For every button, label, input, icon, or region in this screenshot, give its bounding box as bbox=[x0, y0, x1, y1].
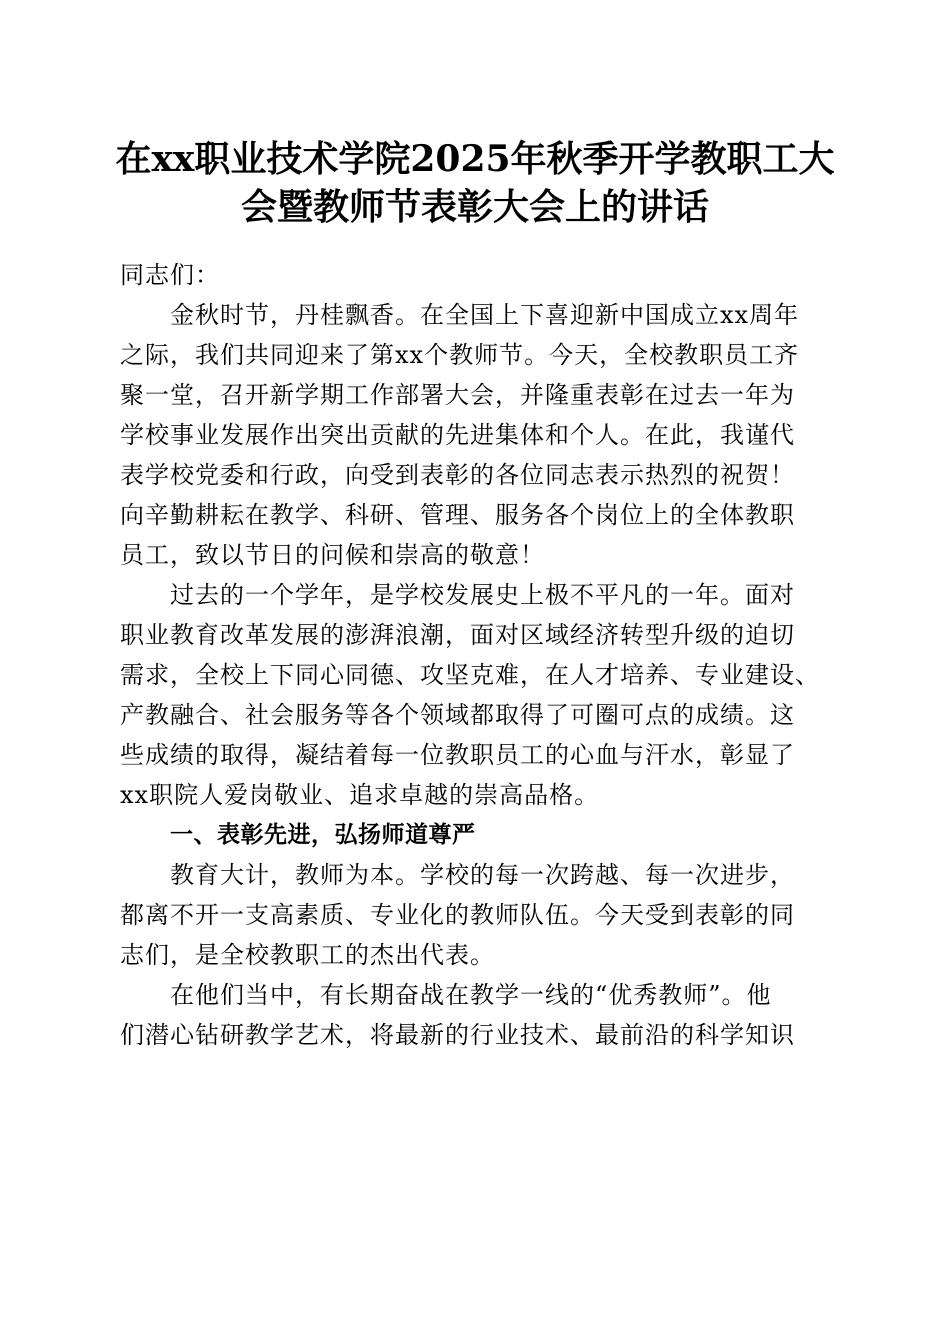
paragraph-line: 教育大计，教师为本。学校的每一次跨越、每一次进步， bbox=[170, 861, 795, 889]
paragraph-line: 志们，是全校教职工的杰出代表。 bbox=[120, 941, 495, 969]
paragraph-line: xx职院人爱岗敬业、追求卓越的崇高品格。 bbox=[120, 781, 600, 809]
paragraph-line: 学校事业发展作出突出贡献的先进集体和个人。在此，我谨代 bbox=[120, 421, 795, 449]
paragraph-line: 金秋时节，丹桂飘香。在全国上下喜迎新中国成立xx周年 bbox=[170, 301, 800, 329]
title-line-2: 会暨教师节表彰大会上的讲话 bbox=[240, 186, 709, 228]
paragraph-line: 们潜心钻研教学艺术，将最新的行业技术、最前沿的科学知识 bbox=[120, 1021, 795, 1049]
paragraph-line: 职业教育改革发展的澎湃浪潮，面对区域经济转型升级的迫切 bbox=[120, 621, 795, 649]
paragraph-line: 些成绩的取得，凝结着每一位教职员工的心血与汗水，彰显了 bbox=[120, 741, 795, 769]
paragraph-line: 产教融合、社会服务等各个领域都取得了可圈可点的成绩。这 bbox=[120, 701, 795, 729]
paragraph-line: 聚一堂，召开新学期工作部署大会，并隆重表彰在过去一年为 bbox=[120, 381, 795, 409]
paragraph-line: 需求，全校上下同心同德、攻坚克难，在人才培养、专业建设、 bbox=[120, 661, 820, 689]
paragraph-2 bbox=[120, 575, 832, 815]
paragraph-line: 表学校党委和行政，向受到表彰的各位同志表示热烈的祝贺！ bbox=[120, 461, 795, 489]
title-line-1: 在xx职业技术学院2025年秋季开学教职工大 bbox=[115, 138, 835, 180]
paragraph-line: 都离不开一支高素质、专业化的教师队伍。今天受到表彰的同 bbox=[120, 901, 795, 929]
section-heading-1: 一、表彰先进，弘扬师道尊严 bbox=[170, 822, 476, 848]
paragraph-line: 之际，我们共同迎来了第xx个教师节。今天，全校教职员工齐 bbox=[120, 341, 800, 369]
paragraph-line: 向辛勤耕耘在教学、科研、管理、服务各个岗位上的全体教职 bbox=[120, 501, 795, 529]
paragraph-line: 过去的一个学年，是学校发展史上极不平凡的一年。面对 bbox=[170, 581, 795, 609]
paragraph-1 bbox=[120, 295, 832, 575]
document-body bbox=[120, 255, 832, 1055]
paragraph-3 bbox=[120, 855, 832, 975]
salutation: 同志们： bbox=[120, 261, 220, 289]
paragraph-line: 员工，致以节日的问候和崇高的敬意！ bbox=[120, 541, 545, 569]
paragraph-4 bbox=[120, 975, 832, 1055]
document-title bbox=[100, 135, 850, 231]
paragraph-line: 在他们当中，有长期奋战在教学一线的“优秀教师”。他 bbox=[170, 981, 772, 1009]
